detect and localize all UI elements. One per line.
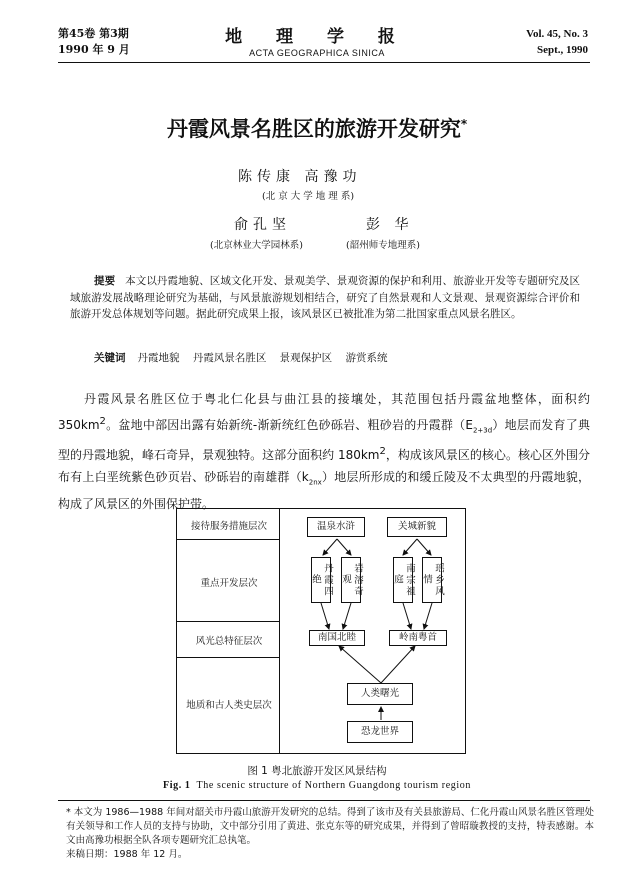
abstract-label: 提要 xyxy=(94,275,116,287)
footnote-rule xyxy=(58,800,590,801)
body-paragraph xyxy=(58,389,590,515)
author-yu-kongjian: 俞孔坚 xyxy=(234,217,291,233)
sup-2: 2 xyxy=(379,446,386,458)
keywords xyxy=(94,350,388,365)
body-text-1: 丹霞风景名胜区位于粤北仁化县与曲江县的接壤处，其范围包括丹霞盆地整体，面积约 350km xyxy=(58,392,590,432)
article-title-text: 丹霞风景名胜区的旅游开发研究 xyxy=(166,117,461,141)
date-cn: 1990 年 9 月 xyxy=(58,43,130,56)
body-text-4: ，构成该风景区的核心。核心区外围分布有上白垩统紫色砂页岩、砂砾岩的南雄群（k xyxy=(58,448,590,484)
sub-2: 2nx xyxy=(308,478,322,487)
title-footnote-mark: * xyxy=(460,117,468,131)
body-text-3: ）地层而发育了典型的丹霞地貌，峰石奇异，景观独特。这部分面积约 180km xyxy=(58,417,590,463)
sub-1: 2+3d xyxy=(472,425,493,434)
box-danxia-four: 丹霞四绝 xyxy=(311,557,331,603)
figure-caption-cn: 图 1 粤北旅游开发区风景结构 xyxy=(247,765,387,777)
abstract xyxy=(70,273,580,323)
box-karst: 岩溶奇观 xyxy=(341,557,361,603)
volume-en: Vol. 45, No. 3 xyxy=(526,28,588,40)
box-south-north: 南国北睦 xyxy=(309,630,365,646)
box-yao-culture: 瑶乡风情 xyxy=(422,557,442,603)
journal-name-en: ACTA GEOGRAPHICA SINICA xyxy=(249,48,385,58)
box-hot-spring: 温泉水浒 xyxy=(307,517,365,537)
author-peng-hua: 彭 华 xyxy=(366,217,414,233)
date-en: Sept., 1990 xyxy=(536,44,588,56)
footnote-text: * 本文为 1986—1988 年间对韶关市丹霞山旅游开发研究的总结。得到了该市及有关县旅游局、仁化丹霞山风景名胜区管理处有关领导和工作人员的支持与协助，文中部分引用了黄进、张克东等的研究成果，并得到了曾昭璇教授的支持，特表感谢。本文由高豫功根据全队各项专题研究汇总执笔。 xyxy=(66,807,594,846)
level-label-scenery: 风光总特征层次 xyxy=(195,636,263,647)
box-lingnan: 岭南粤首 xyxy=(389,630,447,646)
level-label-service: 接待服务措施层次 xyxy=(190,521,267,532)
keywords-label: 关键词 xyxy=(94,352,126,364)
author-row-1: 陈传康 高豫功 xyxy=(238,169,362,185)
figure-caption-en-text: The scenic structure of Northern Guangdong tourism region xyxy=(196,780,471,791)
header-rule xyxy=(58,62,590,63)
affiliation-2a: (北京林业大学园林系) xyxy=(210,240,303,251)
article-title xyxy=(0,113,634,143)
volume-cn: 第45卷 第3期 xyxy=(58,27,129,40)
footnote xyxy=(66,806,594,862)
body-text-5: ）地层所形成的和缓丘陵及不太典型的丹霞地貌，构成了风景区的外围保护带。 xyxy=(58,469,590,511)
box-gate-city: 关城新貌 xyxy=(387,517,447,537)
received-date: 来稿日期：1988 年 12 月。 xyxy=(66,849,188,860)
keywords-text: 丹霞地貌 丹霞风景名胜区 景观保护区 游赏系统 xyxy=(137,352,388,364)
scenic-structure-diagram xyxy=(176,508,466,754)
figure-label-en: Fig. 1 xyxy=(163,780,191,791)
box-dinosaur: 恐龙世界 xyxy=(347,721,413,743)
journal-name-cn: 地 理 学 报 xyxy=(225,27,409,47)
affiliation-1: (北 京 大 学 地 理 系) xyxy=(262,191,355,202)
affiliation-2b: (韶州师专地理系) xyxy=(346,240,420,251)
issue-info-en xyxy=(526,26,588,58)
body-text-2: 。盆地中部因出露有始新统-渐新统红色砂砾岩、粗砂岩的丹霞群（E xyxy=(105,417,473,432)
box-human-dawn: 人类曙光 xyxy=(347,683,413,705)
abstract-text: 本文以丹霞地貌、区域文化开发、景观美学、景观资源的保护和利用、旅游业开发等专题研究及区域旅游发展战略理论研究为基础，与风景旅游规划相结合，研究了自然景观和人文景观、景观资源综合评价和旅游开发总体规划等问题。据此研究成果上报，该风景区已被批准为第二批国家重点风景名胜区。 xyxy=(70,275,581,320)
level-label-geology: 地质和古人类史层次 xyxy=(186,700,272,711)
figure-caption-en xyxy=(0,780,634,791)
sup-1: 2 xyxy=(99,415,106,427)
level-label-development: 重点开发层次 xyxy=(200,578,258,589)
box-nanzong: 南宗祖庭 xyxy=(393,557,413,603)
